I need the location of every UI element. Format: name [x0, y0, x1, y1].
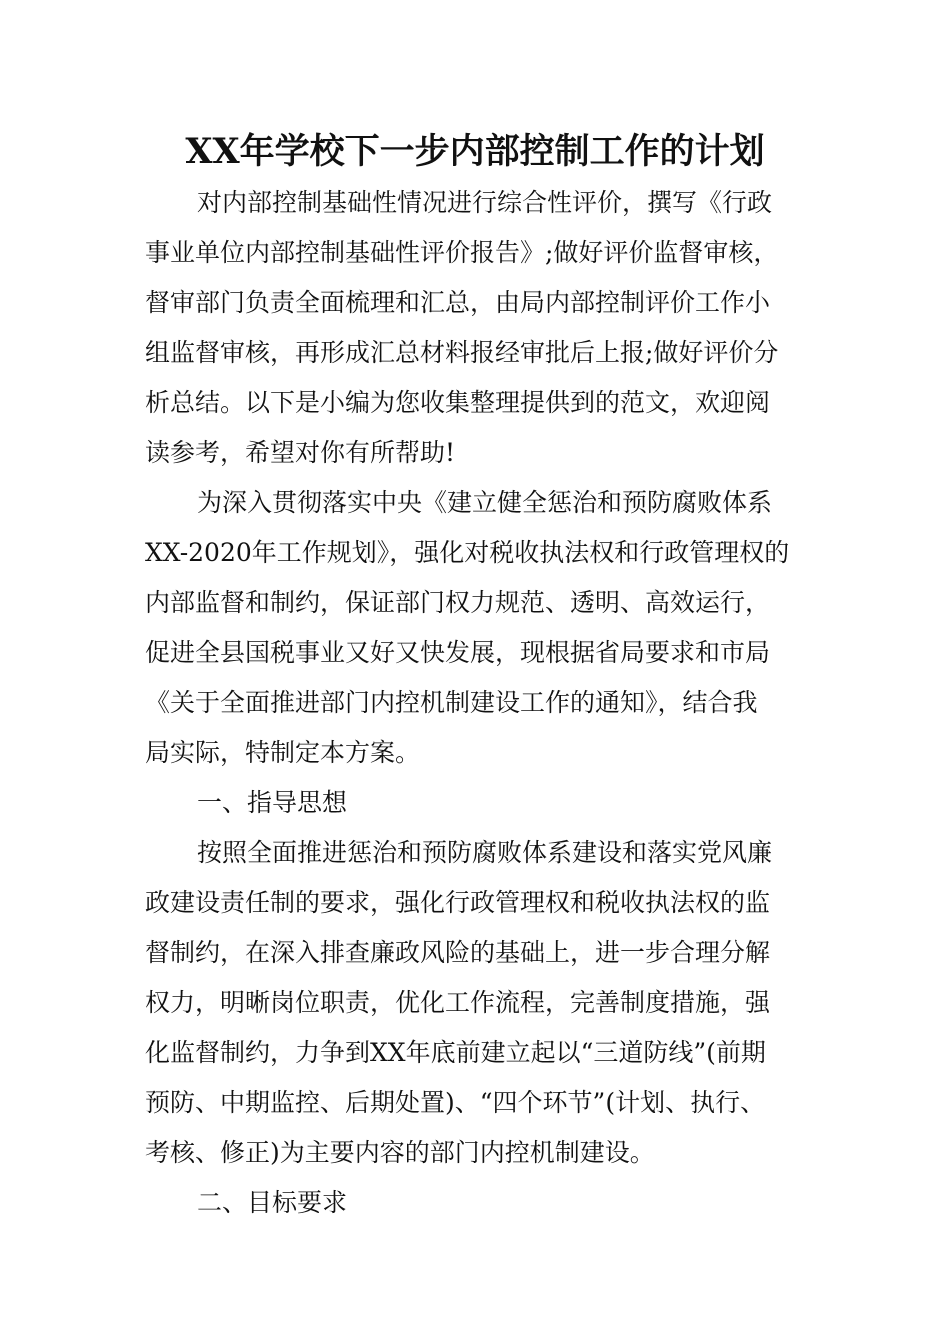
document-body [145, 178, 825, 1228]
text-line: XX-2020年工作规划》，强化对税收执法权和行政管理权的 [145, 538, 790, 567]
text-line: 局实际，特制定本方案。 [145, 738, 421, 767]
text-line: 促进全县国税事业又好又快发展，现根据省局要求和市局 [145, 638, 771, 667]
text-line: 督制约，在深入排查廉政风险的基础上，进一步合理分解 [145, 938, 771, 967]
text-line: 事业单位内部控制基础性评价报告》;做好评价监督审核， [145, 238, 779, 267]
document-title: XX年学校下一步内部控制工作的计划 [185, 131, 765, 172]
text-line: 督审部门负责全面梳理和汇总，由局内部控制评价工作小 [145, 288, 771, 317]
text-line: 读参考，希望对你有所帮助! [145, 438, 456, 467]
text-line: 《关于全面推进部门内控机制建设工作的通知》，结合我 [145, 688, 758, 717]
text-line: 对内部控制基础性情况进行综合性评价，撰写《行政 [197, 188, 773, 217]
text-line: 政建设责任制的要求，强化行政管理权和税收执法权的监 [145, 888, 771, 917]
text-line: 考核、修正)为主要内容的部门内控机制建设。 [145, 1138, 655, 1167]
text-line: 为深入贯彻落实中央《建立健全惩治和预防腐败体系 [197, 488, 773, 517]
text-line: 按照全面推进惩治和预防腐败体系建设和落实党风廉 [197, 838, 773, 867]
text-line: 一、指导思想 [197, 788, 348, 817]
text-line: 权力，明晰岗位职责，优化工作流程，完善制度措施，强 [145, 988, 771, 1017]
text-line: 预防、中期监控、后期处置)、“四个环节”(计划、执行、 [145, 1088, 766, 1117]
text-line: 化监督制约，力争到XX年底前建立起以“三道防线”(前期 [145, 1038, 766, 1067]
text-line: 组监督审核，再形成汇总材料报经审批后上报;做好评价分 [145, 338, 779, 367]
text-line: 内部监督和制约，保证部门权力规范、透明、高效运行， [145, 588, 771, 617]
text-line: 析总结。以下是小编为您收集整理提供到的范文，欢迎阅 [145, 388, 771, 417]
text-line: 二、目标要求 [197, 1188, 348, 1217]
